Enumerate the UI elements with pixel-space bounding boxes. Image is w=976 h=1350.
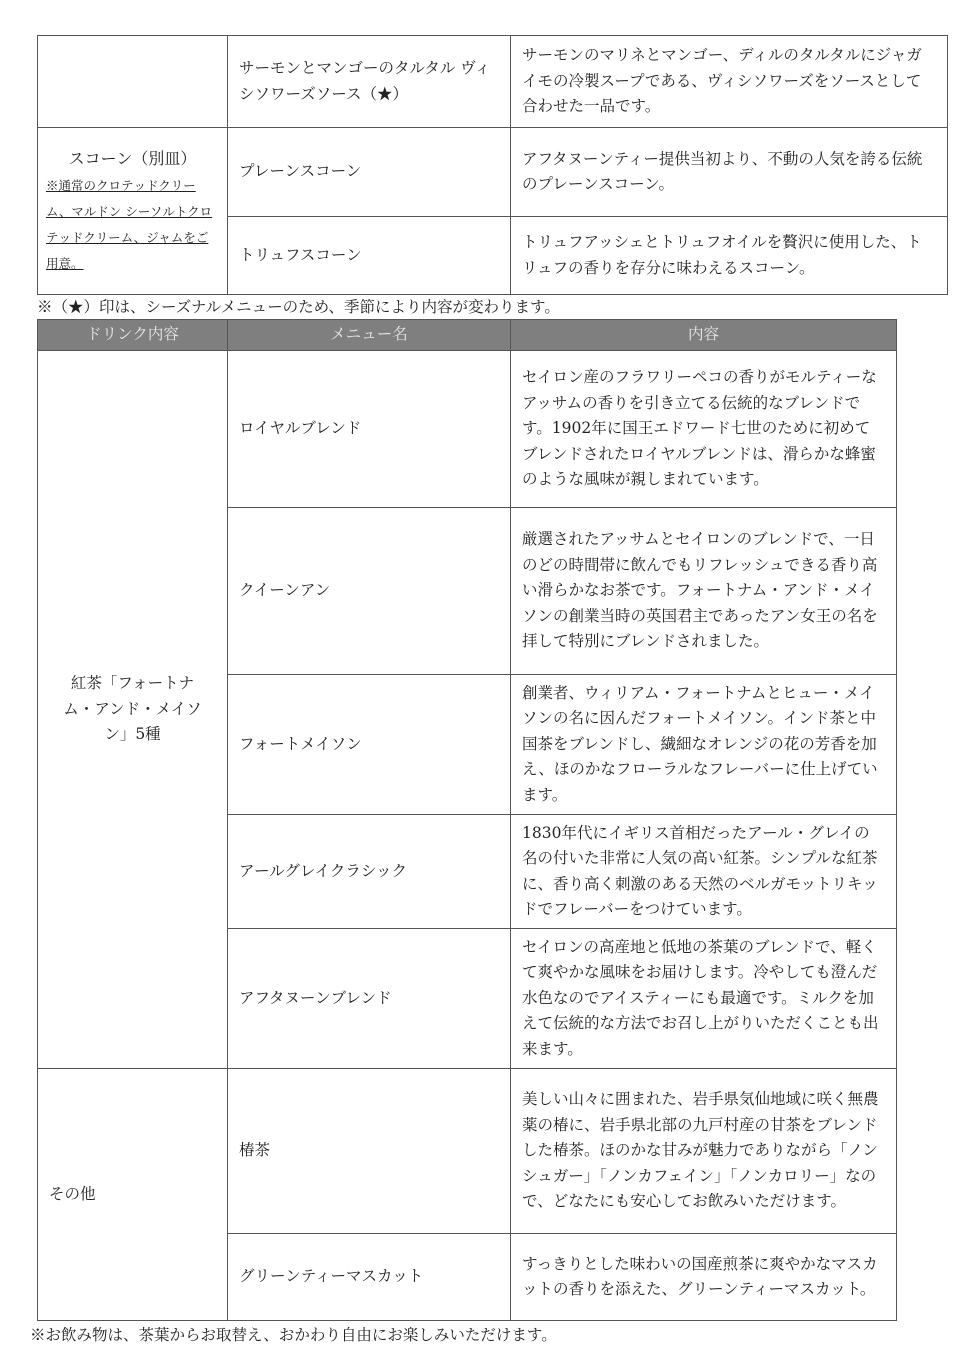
drink-refill-note: ※お飲み物は、茶葉からお取替え、おかわり自由にお楽しみいただけます。 xyxy=(30,1326,557,1344)
drink-menu-table xyxy=(37,319,897,1321)
menu-name-cell: ロイヤルブレンド xyxy=(228,351,511,508)
menu-desc-cell: すっきりとした味わいの国産煎茶に爽やかなマスカットの香りを添えた、グリーンティーマスカット。 xyxy=(511,1234,897,1321)
scone-category-cell xyxy=(38,128,228,295)
menu-desc-cell: セイロン産のフラワリーペコの香りがモルティーなアッサムの香りを引き立てる伝統的なブレンドです。1902年に国王エドワード七世のために初めてブレンドされたロイヤルブレンドは、滑らかな蜂蜜のような風味が親しまれています。 xyxy=(511,351,897,508)
tea-category-cell: 紅茶「フォートナム・アンド・メイソン」5種 xyxy=(38,351,228,1069)
menu-desc-cell: アフタヌーンティー提供当初より、不動の人気を誇る伝統のプレーンスコーン。 xyxy=(511,128,948,217)
table-header-row xyxy=(38,320,897,351)
menu-desc-cell: 厳選されたアッサムとセイロンのブレンドで、一日のどの時間帯に飲んでもリフレッシュできる香り高い滑らかなお茶です。フォートナム・アンド・メイソンの創業当時の英国君主であったアン女王の名を拝して特別にブレンドされました。 xyxy=(511,508,897,675)
header-drink-type: ドリンク内容 xyxy=(38,320,228,351)
menu-desc-cell: 美しい山々に囲まれた、岩手県気仙地域に咲く無農薬の椿に、岩手県北部の九戸村産の甘茶をブレンドした椿茶。ほのかな甘みが魅力でありながら「ノンシュガー」「ノンカフェイン」「ノンカロリー」なので、どなたにも安心してお飲みいただけます。 xyxy=(511,1069,897,1234)
seasonal-note: ※（★）印は、シーズナルメニューのため、季節により内容が変わります。 xyxy=(37,298,560,316)
scone-category-note: ※通常のクロテッドクリーム、マルドン シーソルトクロテッドクリーム、ジャムをご用意。 xyxy=(46,178,213,271)
menu-name-cell: グリーンティーマスカット xyxy=(228,1234,511,1321)
table-row xyxy=(38,128,948,217)
menu-desc-cell: セイロンの高産地と低地の茶葉のブレンドで、軽くて爽やかな風味をお届けします。冷やしても澄んだ水色なのでアイスティーにも最適です。ミルクを加えて伝統的な方法でお召し上がりいただくことも出来ます。 xyxy=(511,929,897,1069)
header-content: 内容 xyxy=(511,320,897,351)
menu-desc-cell: サーモンのマリネとマンゴー、ディルのタルタルにジャガイモの冷製スープである、ヴィシソワーズをソースとして合わせた一品です。 xyxy=(511,36,948,128)
menu-desc-cell: 創業者、ウィリアム・フォートナムとヒュー・メイソンの名に因んだフォートメイソン。インド茶と中国茶をブレンドし、繊細なオレンジの花の芳香を加え、ほのかなフローラルなフレーバーに仕上げています。 xyxy=(511,675,897,815)
menu-name-cell: フォートメイソン xyxy=(228,675,511,815)
menu-name-cell: アールグレイクラシック xyxy=(228,815,511,929)
header-menu-name: メニュー名 xyxy=(228,320,511,351)
table-row xyxy=(38,1069,897,1234)
table-row xyxy=(38,351,897,508)
menu-name-cell: プレーンスコーン xyxy=(228,128,511,217)
menu-name-cell: サーモンとマンゴーのタルタル ヴィシソワーズソース（★） xyxy=(228,36,511,128)
menu-desc-cell: 1830年代にイギリス首相だったアール・グレイの名の付いた非常に人気の高い紅茶。シンプルな紅茶に、香り高く刺激のある天然のベルガモットリキッドでフレーバーをつけています。 xyxy=(511,815,897,929)
menu-name-cell: 椿茶 xyxy=(228,1069,511,1234)
category-cell xyxy=(38,36,228,128)
menu-name-cell: アフタヌーンブレンド xyxy=(228,929,511,1069)
table-row xyxy=(38,36,948,128)
food-menu-table xyxy=(37,35,948,295)
other-category-cell: その他 xyxy=(38,1069,228,1321)
menu-name-cell: トリュフスコーン xyxy=(228,217,511,295)
scone-category-label: スコーン（別皿） xyxy=(68,149,197,168)
menu-name-cell: クイーンアン xyxy=(228,508,511,675)
menu-desc-cell: トリュフアッシェとトリュフオイルを贅沢に使用した、トリュフの香りを存分に味わえるスコーン。 xyxy=(511,217,948,295)
